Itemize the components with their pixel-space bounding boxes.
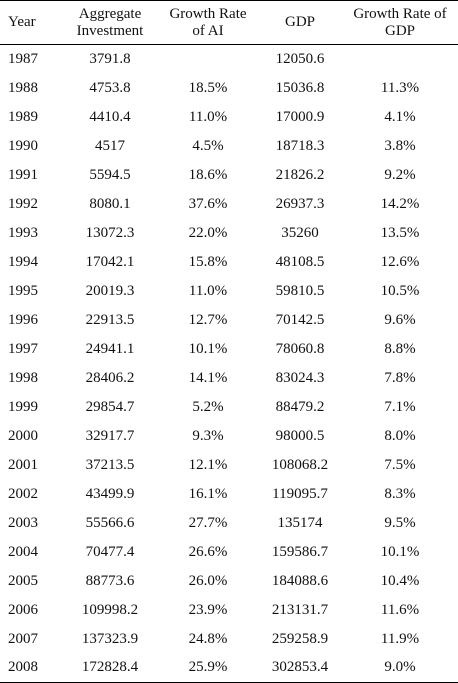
- cell-year: 2007: [8, 630, 38, 647]
- table-row: [0, 219, 458, 248]
- cell-aggregate-investment: 109998.2: [81, 601, 139, 618]
- cell-year: 1991: [8, 166, 38, 183]
- table-row: [0, 45, 458, 74]
- header-year-text: Year: [8, 14, 36, 30]
- table-row: [0, 480, 458, 509]
- cell-year: 2002: [8, 485, 38, 502]
- cell-growth-rate-gdp: 12.6%: [380, 253, 420, 270]
- cell-growth-rate-ai: 27.7%: [188, 514, 228, 531]
- cell-growth-rate-ai: 11.0%: [188, 282, 228, 299]
- cell-growth-rate-ai: 16.1%: [188, 485, 228, 502]
- cell-aggregate-investment: 137323.9: [81, 630, 139, 647]
- cell-growth-rate-ai: 10.1%: [188, 340, 228, 357]
- table-body: [0, 45, 458, 683]
- cell-growth-rate-gdp: 13.5%: [380, 224, 420, 241]
- cell-growth-rate-gdp: 10.1%: [380, 543, 420, 560]
- cell-gdp: 119095.7: [272, 485, 328, 502]
- header-aggregate-investment: [62, 1, 158, 45]
- table-row: [0, 248, 458, 277]
- table-row: [0, 451, 458, 480]
- header-ai-line1: Aggregate: [78, 5, 142, 22]
- table-row: [0, 393, 458, 422]
- cell-gdp: 108068.2: [271, 456, 329, 473]
- cell-aggregate-investment: 5594.5: [89, 166, 131, 183]
- cell-gdp: 259258.9: [271, 630, 329, 647]
- cell-gdp: 12050.6: [275, 50, 325, 67]
- cell-growth-rate-gdp: 14.2%: [380, 195, 420, 212]
- cell-aggregate-investment: 70477.4: [85, 543, 135, 560]
- header-year: [0, 1, 62, 45]
- cell-growth-rate-ai: 22.0%: [188, 224, 228, 241]
- cell-growth-rate-ai: 24.8%: [188, 630, 228, 647]
- header-ai-line2: Investment: [76, 22, 144, 39]
- cell-growth-rate-gdp: 11.9%: [380, 630, 420, 647]
- cell-growth-rate-gdp: 7.8%: [384, 369, 416, 386]
- cell-aggregate-investment: 17042.1: [85, 253, 135, 270]
- cell-growth-rate-gdp: [342, 45, 458, 74]
- cell-growth-rate-ai: 11.0%: [188, 108, 228, 125]
- cell-growth-rate-ai: 4.5%: [192, 137, 224, 154]
- cell-growth-rate-gdp: 9.2%: [384, 166, 416, 183]
- cell-gdp: 70142.5: [275, 311, 325, 328]
- cell-growth-rate-gdp: 8.3%: [384, 485, 416, 502]
- header-growth-rate-ai: [158, 1, 258, 45]
- cell-year: 1990: [8, 137, 38, 154]
- cell-aggregate-investment: 55566.6: [85, 514, 135, 531]
- table-row: [0, 625, 458, 654]
- cell-gdp: 78060.8: [275, 340, 325, 357]
- header-growth-rate-gdp: [342, 1, 458, 45]
- cell-growth-rate-gdp: 10.4%: [380, 572, 420, 589]
- cell-gdp: 15036.8: [275, 79, 325, 96]
- cell-growth-rate-ai: 14.1%: [188, 369, 228, 386]
- cell-aggregate-investment: 29854.7: [85, 398, 135, 415]
- cell-gdp: 21826.2: [275, 166, 325, 183]
- cell-gdp: 88479.2: [275, 398, 325, 415]
- cell-growth-rate-ai: 15.8%: [188, 253, 228, 270]
- cell-growth-rate-gdp: 9.6%: [384, 311, 416, 328]
- header-growth-gdp-line2: GDP: [384, 22, 415, 39]
- table-row: [0, 596, 458, 625]
- cell-growth-rate-ai: 23.9%: [188, 601, 228, 618]
- cell-year: 1993: [8, 224, 38, 241]
- cell-gdp: 213131.7: [271, 601, 329, 618]
- cell-gdp: 26937.3: [275, 195, 325, 212]
- header-growth-ai-line1: Growth Rate: [169, 5, 247, 22]
- cell-growth-rate-gdp: 8.8%: [384, 340, 416, 357]
- cell-growth-rate-ai: 18.5%: [188, 79, 228, 96]
- cell-growth-rate-gdp: 10.5%: [380, 282, 420, 299]
- cell-year: 1994: [8, 253, 38, 270]
- cell-aggregate-investment: 24941.1: [85, 340, 135, 357]
- cell-year: 2000: [8, 427, 38, 444]
- cell-aggregate-investment: 32917.7: [85, 427, 135, 444]
- cell-aggregate-investment: 20019.3: [85, 282, 135, 299]
- cell-year: 2005: [8, 572, 38, 589]
- cell-year: 1999: [8, 398, 38, 415]
- header-gdp-text: GDP: [284, 14, 315, 30]
- cell-year: 2006: [8, 601, 38, 618]
- cell-gdp: 159586.7: [271, 543, 329, 560]
- cell-growth-rate-gdp: 7.1%: [384, 398, 416, 415]
- cell-year: 1997: [8, 340, 38, 357]
- cell-aggregate-investment: 4410.4: [89, 108, 131, 125]
- cell-growth-rate-ai: 12.1%: [188, 456, 228, 473]
- table-row: [0, 277, 458, 306]
- cell-year: 2004: [8, 543, 38, 560]
- cell-growth-rate-ai: 25.9%: [188, 659, 228, 676]
- cell-gdp: 302853.4: [271, 659, 329, 676]
- cell-aggregate-investment: 3791.8: [89, 50, 131, 67]
- cell-aggregate-investment: 22913.5: [85, 311, 135, 328]
- cell-aggregate-investment: 8080.1: [89, 195, 131, 212]
- cell-growth-rate-gdp: 7.5%: [384, 456, 416, 473]
- cell-growth-rate-ai: 12.7%: [188, 311, 228, 328]
- table-row: [0, 422, 458, 451]
- table-row: [0, 132, 458, 161]
- table-row: [0, 190, 458, 219]
- cell-growth-rate-ai: 37.6%: [188, 195, 228, 212]
- header-growth-gdp-line1: Growth Rate of: [353, 5, 447, 22]
- cell-aggregate-investment: 88773.6: [85, 572, 135, 589]
- cell-year: 1989: [8, 108, 38, 125]
- cell-aggregate-investment: 4753.8: [89, 79, 131, 96]
- cell-growth-rate-gdp: 11.6%: [380, 601, 420, 618]
- table-row: [0, 74, 458, 103]
- table-row: [0, 103, 458, 132]
- cell-aggregate-investment: 43499.9: [85, 485, 135, 502]
- table-row: [0, 654, 458, 683]
- table-row: [0, 538, 458, 567]
- cell-growth-rate-gdp: 3.8%: [384, 137, 416, 154]
- cell-gdp: 83024.3: [275, 369, 325, 386]
- table-header: [0, 1, 458, 45]
- cell-gdp: 17000.9: [275, 108, 325, 125]
- header-growth-ai-line2: of AI: [192, 22, 224, 39]
- table-row: [0, 567, 458, 596]
- cell-year: 2001: [8, 456, 38, 473]
- cell-gdp: 18718.3: [275, 137, 325, 154]
- cell-year: 1992: [8, 195, 38, 212]
- cell-growth-rate-ai: [158, 45, 258, 74]
- cell-year: 2008: [8, 659, 38, 676]
- cell-aggregate-investment: 28406.2: [85, 369, 135, 386]
- cell-aggregate-investment: 37213.5: [85, 456, 135, 473]
- cell-growth-rate-gdp: 11.3%: [380, 79, 420, 96]
- cell-gdp: 59810.5: [275, 282, 325, 299]
- cell-aggregate-investment: 13072.3: [85, 224, 135, 241]
- cell-growth-rate-gdp: 8.0%: [384, 427, 416, 444]
- cell-year: 1998: [8, 369, 38, 386]
- header-gdp: [258, 1, 342, 45]
- table-row: [0, 306, 458, 335]
- cell-growth-rate-ai: 5.2%: [192, 398, 224, 415]
- cell-growth-rate-gdp: 4.1%: [384, 108, 416, 125]
- table-row: [0, 509, 458, 538]
- cell-year: 1988: [8, 79, 38, 96]
- table-row: [0, 364, 458, 393]
- cell-growth-rate-gdp: 9.5%: [384, 514, 416, 531]
- cell-year: 2003: [8, 514, 38, 531]
- cell-gdp: 48108.5: [275, 253, 325, 270]
- cell-gdp: 184088.6: [271, 572, 329, 589]
- cell-year: 1996: [8, 311, 38, 328]
- table-row: [0, 161, 458, 190]
- cell-aggregate-investment: 4517: [95, 137, 125, 154]
- cell-growth-rate-ai: 9.3%: [192, 427, 224, 444]
- cell-gdp: 98000.5: [275, 427, 325, 444]
- cell-growth-rate-ai: 26.6%: [188, 543, 228, 560]
- cell-growth-rate-gdp: 9.0%: [384, 659, 416, 676]
- table-row: [0, 335, 458, 364]
- cell-year: 1995: [8, 282, 38, 299]
- cell-growth-rate-ai: 26.0%: [188, 572, 228, 589]
- cell-gdp: 135174: [277, 514, 323, 531]
- cell-gdp: 35260: [281, 224, 319, 241]
- header-row: [0, 1, 458, 45]
- cell-growth-rate-ai: 18.6%: [188, 166, 228, 183]
- cell-aggregate-investment: 172828.4: [81, 659, 139, 676]
- cell-year: 1987: [8, 50, 38, 67]
